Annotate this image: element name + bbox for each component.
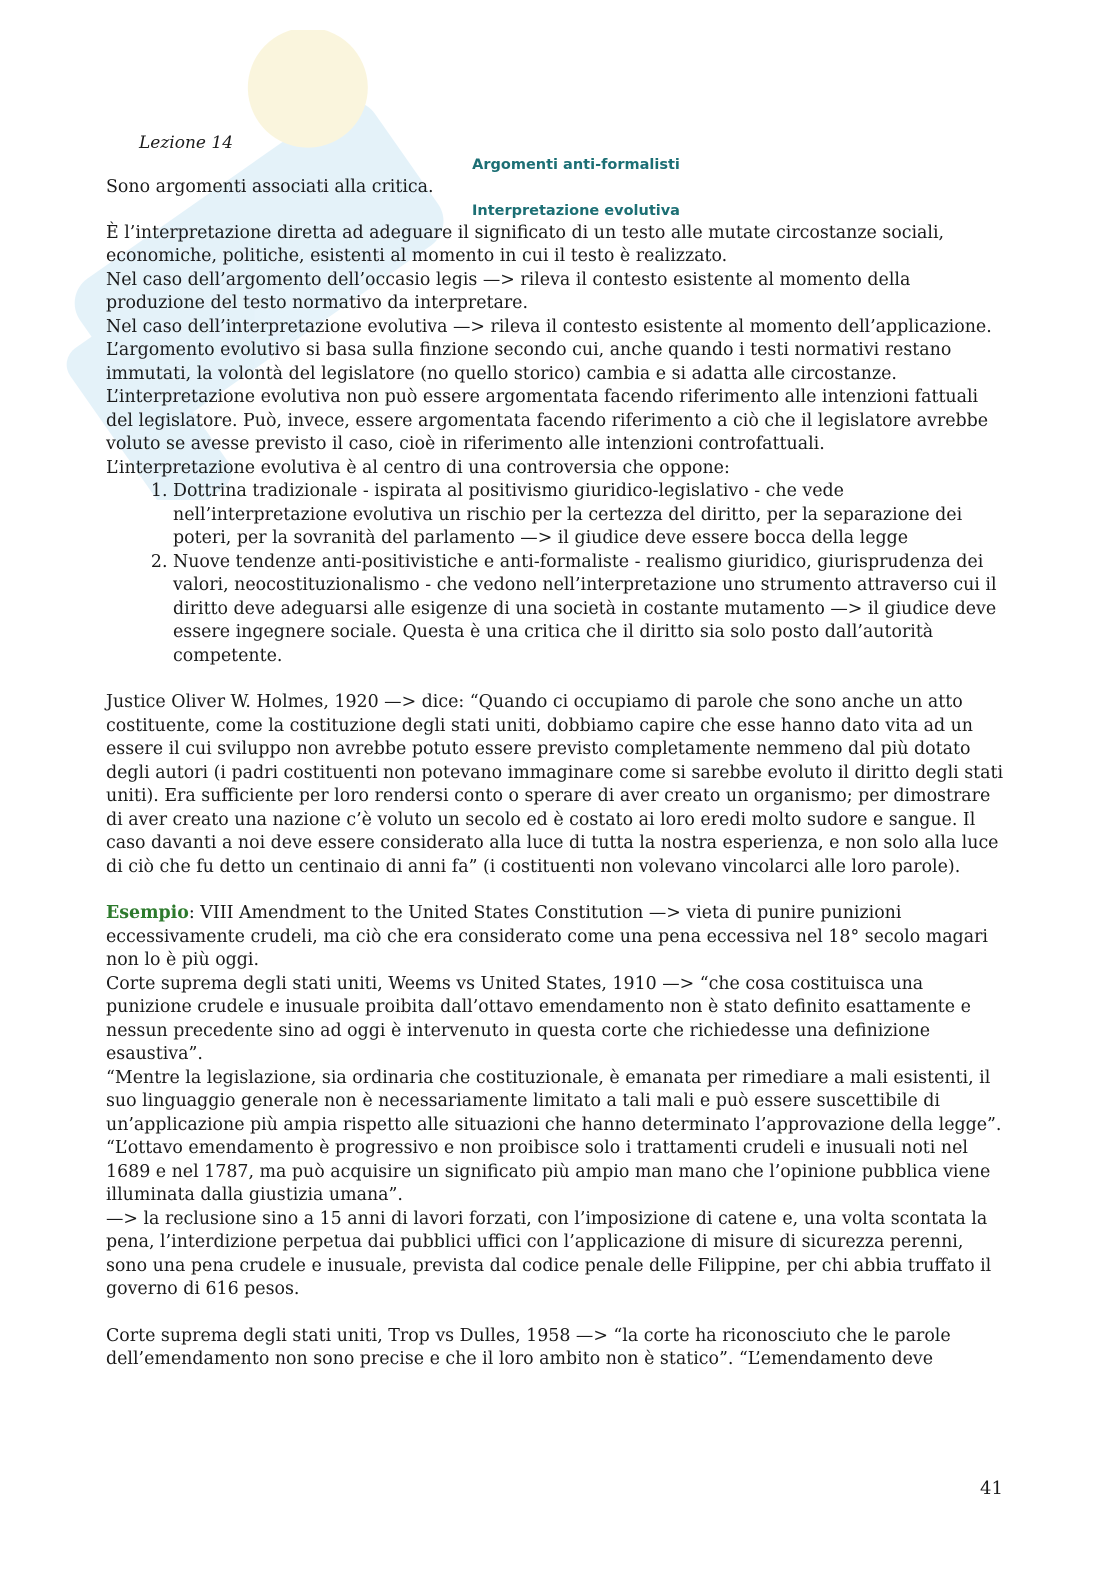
paragraph: Nel caso dell’interpretazione evolutiva —> rileva il contesto esistente al momento dell’applicazione. bbox=[106, 316, 992, 337]
page-number: 41 bbox=[980, 1478, 1003, 1499]
paragraph: L’interpretazione evolutiva non può essere argomentata facendo riferimento alle intenzioni fattuali del legislatore. Può, invece, essere argomentata facendo riferimento a ciò che il legislatore avrebbe voluto se avesse previsto il caso, cioè in riferimento alle intenzioni controfattuali. bbox=[106, 387, 989, 454]
section-heading-interpretazione-evolutiva: Interpretazione evolutiva bbox=[472, 202, 680, 219]
example-paragraph bbox=[106, 902, 1006, 973]
paragraph: “Mentre la legislazione, sia ordinaria che costituzionale, è emanata per rimediare a mali esistenti, il suo linguaggio generale non è necessariamente limitato a tali mali e può essere suscettibile di un’applicazione più ampia rispetto alle situazioni che hanno determinato l’approvazione della legge”. bbox=[106, 1067, 1002, 1135]
paragraph: Nel caso dell’argomento dell’occasio legis —> rileva il contesto esistente al momento della produzione del testo normativo da interpretare. bbox=[106, 269, 911, 313]
paragraph: —> la reclusione sino a 15 anni di lavori forzati, con l’imposizione di catene e, una volta scontata la pena, l’interdizione perpetua dai pubblici uffici con l’applicazione di misure di sicurezza perenni, sono una pena crudele e inusuale, prevista dal codice penale delle Filippine, per chi abbia truffato il governo di 616 pesos. bbox=[106, 1208, 992, 1299]
lesson-title: Lezione 14 bbox=[139, 133, 234, 153]
paragraph: L’argomento evolutivo si basa sulla finzione secondo cui, anche quando i testi normativi restano immutati, la volontà del legislatore (no quello storico) cambia e si adatta alle circostanze. bbox=[106, 340, 952, 384]
paragraph: L’interpretazione evolutiva è al centro di una controversia che oppone: bbox=[106, 457, 730, 478]
example-text: : VIII Amendment to the United States Constitution —> vieta di punire punizioni eccessivamente crudeli, ma ciò che era considerato come una pena eccessiva nel 18° secolo magari non lo è più oggi. bbox=[106, 903, 988, 970]
example-label: Esempio bbox=[106, 903, 189, 923]
paragraph: È l’interpretazione diretta ad adeguare il significato di un testo alle mutate circostanze sociali, economiche, politiche, esistenti al momento in cui il testo è realizzato. bbox=[106, 222, 945, 266]
controversy-list bbox=[106, 480, 1006, 668]
document-page bbox=[106, 132, 1006, 1372]
paragraph: “L’ottavo emendamento è progressivo e non proibisce solo i trattamenti crudeli e inusuali noti nel 1689 e nel 1787, ma può acquisire un significato più ampio man mano che l’opinione pubblica viene illuminata dalla giustizia umana”. bbox=[106, 1138, 991, 1205]
paragraph: Corte suprema degli stati uniti, Trop vs Dulles, 1958 —> “la corte ha riconosciuto che le parole dell’emendamento non sono precise e che il loro ambito non è statico”. “L’emendamento deve bbox=[106, 1325, 951, 1369]
section-heading-anti-formalisti: Argomenti anti-formalisti bbox=[472, 157, 680, 173]
holmes-quote: Justice Oliver W. Holmes, 1920 —> dice: “Quando ci occupiamo di parole che sono anche un atto costituente, come la costituzione degli stati uniti, dobbiamo capire che esse hanno dato vita ad un essere il cui sviluppo non avrebbe potuto essere previsto completamente nemmeno dal più dotato degli autori (i padri costituenti non potevano immaginare come si sarebbe evoluto il diritto degli stati uniti). Era sufficiente per loro rendersi conto o sperare di aver creato un organismo; per dimostrare di aver creato una nazione c’è voluto un secolo ed è costato ai loro eredi molto sudore e sangue. Il caso davanti a noi deve essere considerato alla luce di tutta la nostra esperienza, e non solo alla luce di ciò che fu detto un centinaio di anni fa” (i costituenti non volevano vincolarci alle loro parole). bbox=[106, 692, 1004, 877]
paragraph: Corte suprema degli stati uniti, Weems vs United States, 1910 —> “che cosa costituisca una punizione crudele e inusuale proibita dall’ottavo emendamento non è stato definito esattamente e nessun precedente sino ad oggi è intervenuto in questa corte che richiedesse una definizione esaustiva”. bbox=[106, 973, 971, 1064]
list-item: 2. Nuove tendenze anti-positivistiche e anti-formaliste - realismo giuridico, giurisprudenza dei valori, neocostituzionalismo - che vedono nell’interpretazione uno strumento attraverso cui il diritto deve adeguarsi alle esigenze di una società in costante mutamento —> il giudice deve essere ingegnere sociale. Questa è una critica che il diritto sia solo posto dall’autorità competente. bbox=[173, 551, 1006, 669]
intro-paragraph: Sono argomenti associati alla critica. bbox=[106, 177, 434, 197]
list-item: 1. Dottrina tradizionale - ispirata al positivismo giuridico-legislativo - che vede nell’interpretazione evolutiva un rischio per la certezza del diritto, per la separazione dei poteri, per la sovranità del parlamento —> il giudice deve essere bocca della legge bbox=[173, 480, 1006, 551]
